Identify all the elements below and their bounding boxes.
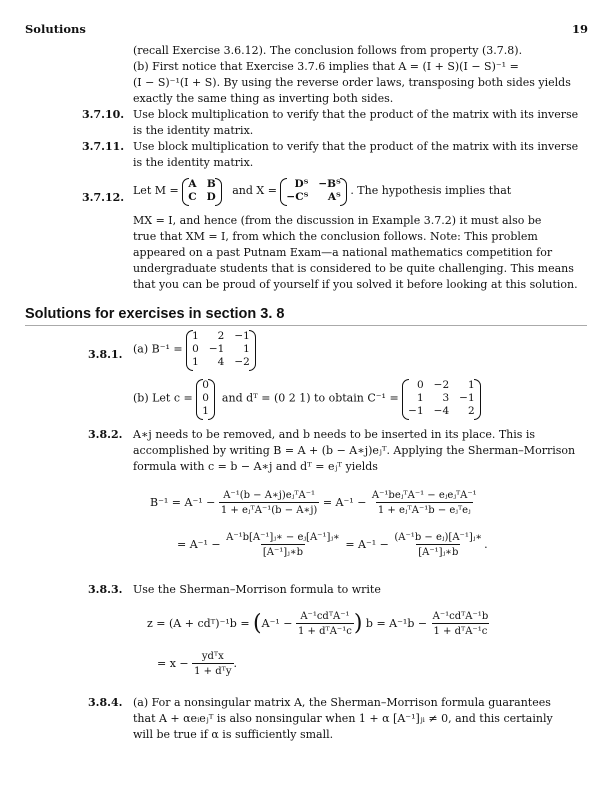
- exercise-number: 3.8.1.: [88, 348, 123, 361]
- equation-line: z = (A + cdᵀ)⁻¹b = (A⁻¹ − $\frac{\text{A⁻¹cdᵀA⁻¹}}{\text{1 + dᵀA⁻¹c}}$ ) b = A⁻¹b − $\frac{\text{A⁻¹cdᵀA⁻¹b}}{\text{1 + dᵀA⁻¹c}}$: [147, 611, 489, 637]
- exercise-number: 3.8.3.: [88, 583, 123, 596]
- text-line: true that XM = I, from which the conclusion follows. Note: This problem: [133, 230, 538, 243]
- exercise-number: 3.7.10.: [82, 108, 125, 121]
- text-line: (b) First notice that Exercise 3.7.6 implies that A = (I + S)(I − S)⁻¹ =: [133, 60, 519, 73]
- text-line: undergraduate students that is considered to be quite challenging. This means: [133, 262, 574, 275]
- matrix-X: Dᵀ −Bᵀ −Cᵀ Aᵀ: [280, 178, 346, 204]
- text-line: appeared on a past Putnam Exam—a national mathematics competition for: [133, 246, 553, 259]
- text-line: Use block multiplication to verify that the product of the matrix with its inverse: [133, 108, 579, 121]
- text-line: is the identity matrix.: [133, 156, 254, 169]
- equation-line: = A⁻¹ − $\frac{\text{A⁻¹b[A⁻¹]ⱼ∗ − eⱼ[A⁻¹]ⱼ∗}}{\text{[A⁻¹]ⱼ∗b}}$ = A⁻¹ − $\frac{\text{(A⁻¹b − eⱼ)[A⁻¹]ⱼ∗}}{\text{[A⁻¹]ⱼ∗b}}$ .: [177, 532, 488, 558]
- exercise-number: 3.7.11.: [82, 140, 125, 153]
- text-line: (I − S)⁻¹(I + S). By using the reverse order laws, transposing both sides yields: [133, 76, 571, 89]
- exercise-number: 3.8.2.: [88, 428, 123, 441]
- text-line: will be true if α is sufficiently small.: [133, 728, 334, 741]
- matrix-B-inverse: (a) B⁻¹ = 1 2 −1 0 −1 1 1 4 −2: [133, 330, 256, 369]
- exercise-number: 3.7.12.: [82, 191, 125, 204]
- text-line: MX = I, and hence (from the discussion in Example 3.7.2) it must also be: [133, 214, 542, 227]
- equation-line: = x − $\frac{\text{ydᵀx}}{\text{1 + dᵀy}}$ .: [157, 651, 237, 677]
- text-line: A∗j needs to be removed, and b needs to be inserted in its place. This is: [133, 428, 536, 441]
- text-line: that A + αeᵢeⱼᵀ is also nonsingular when 1 + α [A⁻¹]ⱼᵢ ≠ 0, and this certainly: [133, 712, 553, 725]
- vector-c-line: (b) Let c = 0 0 1 and dᵀ = (0 2 1) to obtain C⁻¹ = 0 −2 1 1 3 −1 −1 −4 2: [133, 379, 481, 418]
- text-line: (recall Exercise 3.6.12). The conclusion follows from property (3.7.8).: [133, 44, 523, 57]
- text-line: accomplished by writing B = A + (b − A∗j)eⱼᵀ. Applying the Sherman–Morrison: [133, 444, 576, 457]
- exercise-number: 3.8.4.: [88, 696, 123, 709]
- text-line: formula with c = b − A∗j and dᵀ = eⱼᵀ yields: [133, 460, 378, 473]
- section-divider: [25, 325, 587, 326]
- section-heading: Solutions for exercises in section 3. 8: [25, 306, 285, 322]
- running-header-title: Solutions: [25, 22, 86, 36]
- text-line: (a) For a nonsingular matrix A, the Sherman–Morrison formula guarantees: [133, 696, 551, 709]
- page-number: 19: [572, 22, 589, 36]
- text-line: Use block multiplication to verify that the product of the matrix with its inverse: [133, 140, 579, 153]
- text-line: Use the Sherman–Morrison formula to write: [133, 583, 381, 596]
- text-line: exactly the same thing as inverting both sides.: [133, 92, 394, 105]
- text-line: that you can be proud of yourself if you solved it before looking at this solution.: [133, 278, 578, 291]
- block-matrix-line: Let M = A B C D and X = Dᵀ −Bᵀ −Cᵀ Aᵀ . The hypothesis implies that: [133, 178, 511, 204]
- equation-line: B⁻¹ = A⁻¹ − $\frac{\text{A⁻¹(b − A∗j)eⱼᵀA⁻¹}}{\text{1 + eⱼᵀA⁻¹(b − A∗j)}}$ = A⁻¹ − $\frac{\text{A⁻¹beⱼᵀA⁻¹ − eⱼeⱼᵀA⁻¹}}{\text{1 + eⱼᵀA⁻¹b − eⱼᵀeⱼ}}$: [150, 490, 477, 516]
- matrix-M: A B C D: [182, 178, 221, 204]
- text-line: is the identity matrix.: [133, 124, 254, 137]
